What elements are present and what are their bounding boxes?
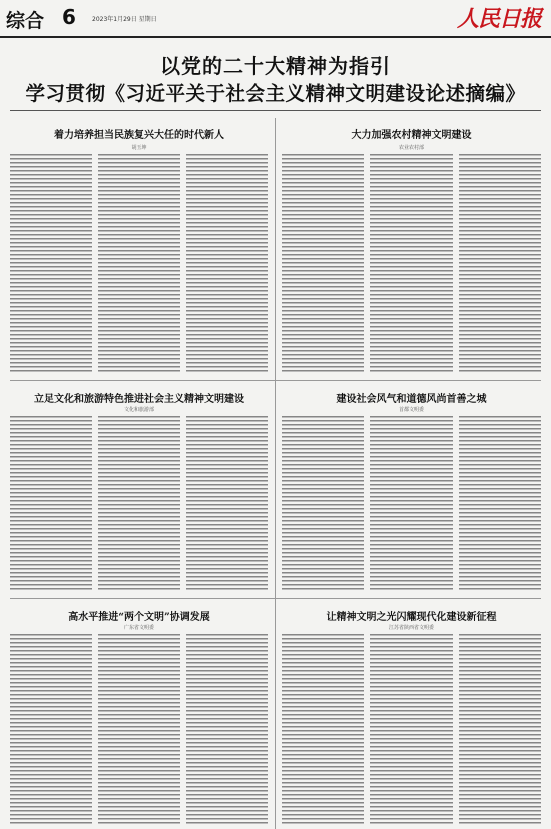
page-header [0, 0, 551, 38]
text-column [370, 154, 452, 374]
article-title: 让精神文明之光闪耀现代化建设新征程 [326, 612, 497, 623]
article-1 [10, 120, 268, 375]
text-column [98, 416, 180, 592]
article-body [10, 634, 268, 824]
article-5 [10, 604, 268, 826]
text-column [10, 416, 92, 592]
text-column [459, 634, 541, 824]
column-divider [275, 118, 276, 829]
article-title: 大力加强农村精神文明建设 [351, 130, 472, 141]
text-column [186, 416, 268, 592]
text-column [98, 634, 180, 824]
article-title: 着力培养担当民族复兴大任的时代新人 [54, 130, 224, 141]
article-4 [282, 386, 541, 594]
row-divider [10, 598, 541, 599]
date-line: 2023年1月29日 星期日 [92, 16, 157, 23]
text-column [98, 154, 180, 374]
article-body [10, 154, 268, 374]
row-divider [10, 380, 541, 381]
text-column [186, 154, 268, 374]
text-column [459, 416, 541, 592]
article-body [10, 416, 268, 592]
masthead-logo: 人民日报 [456, 6, 541, 32]
page-number: 6 [62, 5, 76, 29]
article-author: 农业农村部 [398, 145, 424, 151]
article-author: 首都文明委 [398, 407, 424, 413]
article-title: 立足文化和旅游特色推进社会主义精神文明建设 [34, 394, 244, 405]
text-column [282, 634, 364, 824]
text-column [10, 634, 92, 824]
article-3 [10, 386, 268, 594]
article-author: 文化和旅游部 [123, 407, 154, 413]
article-6 [282, 604, 541, 826]
text-column [282, 416, 364, 592]
headline-line-1: 以党的二十大精神为指引 [160, 54, 391, 78]
text-column [10, 154, 92, 374]
article-body [282, 154, 541, 374]
article-title: 建设社会风气和道德风尚首善之城 [336, 394, 487, 405]
article-body [282, 634, 541, 824]
text-column [370, 634, 452, 824]
text-column [459, 154, 541, 374]
article-author: 江苏省陕西省文明委 [388, 625, 434, 631]
article-author: 胡玉坤 [131, 145, 147, 151]
article-body [282, 416, 541, 592]
article-author: 广东省文明委 [123, 625, 154, 631]
headline-line-2: 学习贯彻《习近平关于社会主义精神文明建设论述摘编》 [25, 82, 526, 105]
divider [10, 110, 541, 111]
article-2 [282, 120, 541, 375]
article-title: 高水平推进“两个文明”协调发展 [68, 612, 210, 623]
text-column [370, 416, 452, 592]
text-column [186, 634, 268, 824]
text-column [282, 154, 364, 374]
section-name: 综合 [6, 10, 45, 32]
